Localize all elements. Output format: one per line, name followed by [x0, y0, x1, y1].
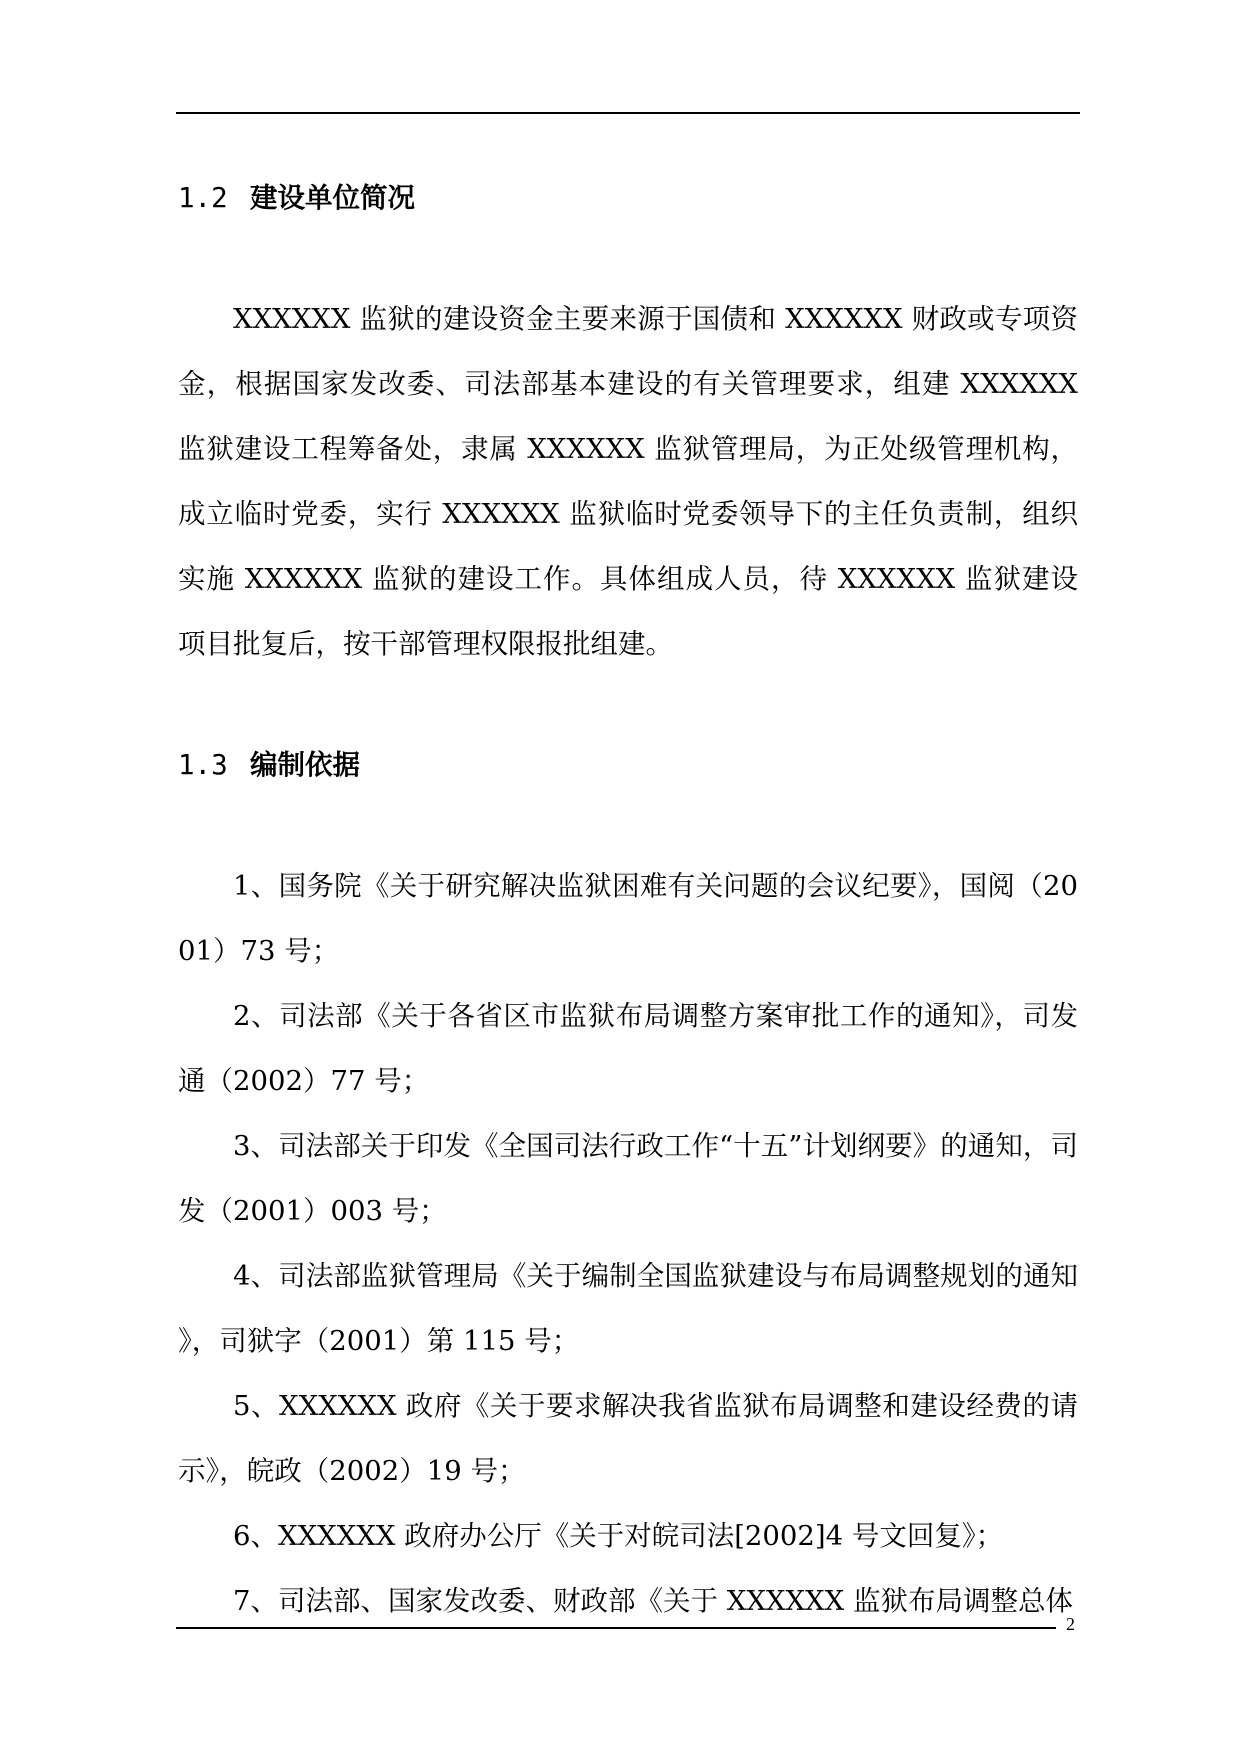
section-heading-1-2	[178, 166, 1078, 231]
list-item: 2、司法部《关于各省区市监狱布局调整方案审批工作的通知》，司发通（2002）77 号；	[178, 1000, 1078, 1097]
page-number: 2	[1066, 1614, 1075, 1634]
list-item: 4、司法部监狱管理局《关于编制全国监狱建设与布局调整规划的通知》，司狱字（2001）第 115 号；	[178, 1260, 1078, 1357]
list-item: 7、司法部、国家发改委、财政部《关于 XXXXXX 监狱布局调整总体	[233, 1585, 1073, 1617]
list-item: 6、XXXXXX 政府办公厅《关于对皖司法[2002]4 号文回复》；	[233, 1520, 1004, 1552]
section-title: 建设单位简况	[250, 182, 415, 214]
header-rule	[176, 112, 1080, 114]
section-number: 1.2	[178, 182, 228, 214]
spacer	[178, 231, 1078, 287]
list-item: 1、国务院《关于研究解决监狱困难有关问题的会议纪要》，国阅（2001）73 号；	[178, 870, 1078, 967]
section-heading-1-3	[178, 733, 1078, 798]
section-title: 编制依据	[250, 749, 360, 781]
section-number: 1.3	[178, 749, 228, 781]
spacer	[178, 677, 1078, 733]
paragraph-organization-overview: XXXXXX 监狱的建设资金主要来源于国债和 XXXXXX 财政或专项资金，根据国家发改委、司法部基本建设的有关管理要求，组建 XXXXXX 监狱建设工程筹备处，隶属 XXXXXX 监狱管理局，为正处级管理机构，成立临时党委，实行 XXXXXX 监狱临时党委领导下的主任负责制，组织实施 XXXXXX 监狱的建设工作。具体组成人员，待 XXXXXX 监狱建设项目批复后，按干部管理权限报批组建。	[178, 303, 1078, 660]
basis-list	[178, 854, 1078, 1634]
list-item: 3、司法部关于印发《全国司法行政工作“十五”计划纲要》的通知，司发（2001）003 号；	[178, 1130, 1078, 1227]
list-item: 5、XXXXXX 政府《关于要求解决我省监狱布局调整和建设经费的请示》，皖政（2002）19 号；	[178, 1390, 1078, 1487]
page-content	[178, 166, 1078, 1634]
footer-rule	[176, 1627, 1056, 1629]
spacer	[178, 798, 1078, 854]
